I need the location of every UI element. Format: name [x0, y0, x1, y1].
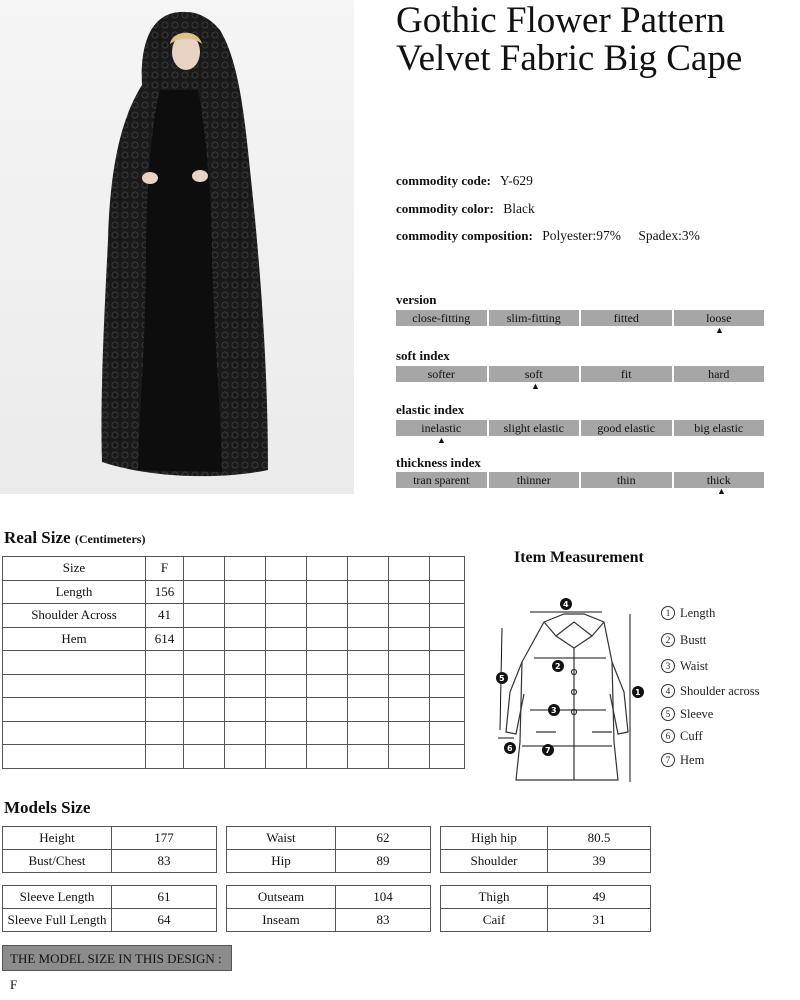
real-size-value-cell — [307, 698, 348, 722]
real-size-value-cell — [266, 698, 307, 722]
soft-index-label: soft index — [396, 348, 450, 363]
models-size-row — [3, 909, 217, 932]
legend-length — [661, 606, 715, 621]
elastic-index-option: inelastic — [396, 420, 487, 436]
models-size-value: 83 — [112, 850, 217, 873]
cape-illustration — [0, 0, 354, 494]
coat-diagram-icon — [494, 592, 654, 788]
elastic-index-option: good elastic — [581, 420, 672, 436]
commodity-code-row — [396, 173, 533, 189]
real-size-value-cell — [225, 651, 266, 675]
legend-label: Waist — [680, 659, 709, 673]
svg-text:7: 7 — [545, 746, 551, 755]
real-size-value-cell — [348, 651, 389, 675]
thickness-index-label: thickness index — [396, 455, 481, 470]
models-size-row — [227, 886, 431, 909]
real-size-value-cell — [146, 674, 184, 698]
real-size-label-cell — [3, 745, 146, 769]
real-size-label-cell — [3, 698, 146, 722]
real-size-value-cell — [146, 651, 184, 675]
real-size-value-cell — [184, 627, 225, 651]
svg-text:5: 5 — [499, 674, 505, 683]
legend-label: Bustt — [680, 633, 707, 647]
real-size-row — [3, 698, 465, 722]
models-size-table — [440, 826, 651, 873]
thickness-index-option: thinner — [489, 472, 580, 488]
real-size-row — [3, 651, 465, 675]
real-size-row — [3, 604, 465, 628]
real-size-value-cell — [348, 674, 389, 698]
real-size-value-cell — [389, 721, 430, 745]
models-size-row — [3, 827, 217, 850]
models-size-value: 61 — [112, 886, 217, 909]
real-size-value-cell — [146, 698, 184, 722]
real-size-value-cell — [146, 721, 184, 745]
legend-shoulder-across — [661, 684, 760, 699]
svg-text:6: 6 — [507, 744, 513, 753]
real-size-value-cell — [184, 721, 225, 745]
real-size-value-cell — [389, 698, 430, 722]
real-size-value-cell — [430, 745, 465, 769]
commodity-color-label: commodity color: — [396, 201, 494, 216]
real-size-value-cell: 156 — [146, 580, 184, 604]
real-size-value-cell — [430, 651, 465, 675]
real-size-value-cell — [348, 557, 389, 581]
models-size-value: 62 — [336, 827, 431, 850]
real-size-value-cell — [225, 674, 266, 698]
thickness-index-option: thick — [674, 472, 765, 488]
real-size-value-cell — [266, 721, 307, 745]
real-size-value-cell — [266, 580, 307, 604]
models-size-row — [227, 827, 431, 850]
soft-index-option: fit — [581, 366, 672, 382]
legend-label: Hem — [680, 753, 705, 767]
commodity-composition-row — [396, 228, 700, 244]
real-size-value-cell — [307, 557, 348, 581]
real-size-heading: Real Size — [4, 528, 71, 547]
models-size-row — [3, 850, 217, 873]
real-size-value-cell: F — [146, 557, 184, 581]
real-size-value-cell — [430, 698, 465, 722]
real-size-value-cell — [307, 674, 348, 698]
real-size-value-cell — [307, 721, 348, 745]
real-size-value-cell — [389, 580, 430, 604]
commodity-code-value: Y-629 — [499, 173, 533, 188]
real-size-value-cell — [307, 745, 348, 769]
model-size-note: THE MODEL SIZE IN THIS DESIGN : F — [2, 945, 232, 971]
real-size-value-cell — [348, 580, 389, 604]
legend-label: Sleeve — [680, 707, 714, 721]
models-size-table — [2, 826, 217, 873]
svg-text:3: 3 — [551, 706, 557, 715]
composition-polyester: Polyester:97% — [542, 228, 621, 243]
real-size-value-cell: 614 — [146, 627, 184, 651]
legend-label: Shoulder across — [680, 684, 760, 698]
real-size-value-cell — [225, 604, 266, 628]
legend-number: 3 — [661, 659, 675, 673]
real-size-label-cell — [3, 651, 146, 675]
models-size-row — [441, 886, 651, 909]
legend-bust — [661, 633, 706, 648]
thickness-index-option: thin — [581, 472, 672, 488]
real-size-value-cell — [307, 627, 348, 651]
svg-text:1: 1 — [635, 688, 641, 697]
models-size-value: 177 — [112, 827, 217, 850]
models-size-label: Sleeve Length — [3, 886, 112, 909]
real-size-value-cell — [225, 557, 266, 581]
soft-index-option: softer — [396, 366, 487, 382]
item-measurement-title: Item Measurement — [514, 549, 644, 566]
legend-sleeve — [661, 707, 713, 722]
thickness-index-marker-icon: ▲ — [717, 486, 726, 496]
real-size-row — [3, 745, 465, 769]
real-size-value-cell — [348, 698, 389, 722]
soft-index-marker-icon: ▲ — [531, 381, 540, 391]
real-size-title — [4, 528, 145, 548]
models-size-label: Sleeve Full Length — [3, 909, 112, 932]
real-size-value-cell — [389, 557, 430, 581]
real-size-value-cell — [430, 580, 465, 604]
version-marker-icon: ▲ — [715, 325, 724, 335]
models-size-value: 89 — [336, 850, 431, 873]
real-size-value-cell — [266, 557, 307, 581]
real-size-value-cell — [266, 627, 307, 651]
elastic-index-marker-icon: ▲ — [437, 435, 446, 445]
real-size-value-cell — [225, 745, 266, 769]
real-size-value-cell — [389, 651, 430, 675]
legend-number: 2 — [661, 633, 675, 647]
models-size-row — [441, 827, 651, 850]
svg-text:2: 2 — [555, 662, 561, 671]
models-size-value: 64 — [112, 909, 217, 932]
real-size-value-cell — [184, 651, 225, 675]
models-size-value: 31 — [548, 909, 651, 932]
models-size-title: Models Size — [4, 798, 91, 817]
real-size-value-cell — [430, 557, 465, 581]
legend-number: 7 — [661, 753, 675, 767]
real-size-value-cell — [225, 721, 266, 745]
legend-cuff — [661, 729, 703, 744]
real-size-value-cell — [430, 674, 465, 698]
version-option: slim-fitting — [489, 310, 580, 326]
real-size-value-cell — [307, 604, 348, 628]
real-size-value-cell — [348, 745, 389, 769]
real-size-value-cell — [184, 745, 225, 769]
legend-label: Cuff — [680, 729, 703, 743]
real-size-value-cell — [348, 604, 389, 628]
models-size-label: High hip — [441, 827, 548, 850]
legend-number: 1 — [661, 606, 675, 620]
real-size-value-cell — [184, 580, 225, 604]
real-size-label-cell — [3, 721, 146, 745]
real-size-value-cell — [146, 745, 184, 769]
elastic-index-option: slight elastic — [489, 420, 580, 436]
models-size-row — [227, 850, 431, 873]
real-size-label-cell — [3, 674, 146, 698]
commodity-color-value: Black — [503, 201, 535, 216]
real-size-value-cell — [430, 721, 465, 745]
measurement-diagram — [494, 592, 654, 788]
real-size-value-cell — [225, 627, 266, 651]
models-size-label: Height — [3, 827, 112, 850]
legend-number: 6 — [661, 729, 675, 743]
models-size-label: Inseam — [227, 909, 336, 932]
commodity-code-label: commodity code: — [396, 173, 491, 188]
version-option: fitted — [581, 310, 672, 326]
real-size-table — [2, 556, 465, 769]
title-line-1: Gothic Flower Pattern — [396, 0, 725, 41]
real-size-value-cell — [184, 557, 225, 581]
real-size-unit: (Centimeters) — [74, 532, 146, 546]
product-photo — [0, 0, 354, 494]
real-size-value-cell — [348, 721, 389, 745]
version-option: close-fitting — [396, 310, 487, 326]
models-size-value: 83 — [336, 909, 431, 932]
product-title — [396, 2, 796, 78]
models-size-row — [441, 909, 651, 932]
models-size-label: Caif — [441, 909, 548, 932]
models-size-table — [226, 826, 431, 873]
real-size-value-cell — [389, 627, 430, 651]
real-size-value-cell — [184, 698, 225, 722]
models-size-label: Hip — [227, 850, 336, 873]
elastic-index-label: elastic index — [396, 402, 465, 417]
commodity-color-row — [396, 201, 535, 217]
models-size-row — [441, 850, 651, 873]
soft-index-scale — [396, 366, 764, 382]
models-size-value: 49 — [548, 886, 651, 909]
real-size-row — [3, 627, 465, 651]
models-size-table — [440, 885, 651, 932]
models-size-label: Shoulder — [441, 850, 548, 873]
models-size-table — [2, 885, 217, 932]
title-line-2: Velvet Fabric Big Cape — [396, 38, 743, 79]
real-size-value-cell — [430, 604, 465, 628]
legend-label: Length — [680, 606, 716, 620]
real-size-value-cell: 41 — [146, 604, 184, 628]
models-size-label: Thigh — [441, 886, 548, 909]
models-size-value: 39 — [548, 850, 651, 873]
real-size-value-cell — [348, 627, 389, 651]
composition-spandex: Spadex:3% — [638, 228, 700, 243]
real-size-value-cell — [184, 674, 225, 698]
version-label: version — [396, 292, 437, 307]
soft-index-option: hard — [674, 366, 765, 382]
svg-text:4: 4 — [563, 600, 569, 609]
real-size-row — [3, 674, 465, 698]
real-size-label-cell: Hem — [3, 627, 146, 651]
thickness-index-scale — [396, 472, 764, 488]
real-size-label-cell: Shoulder Across — [3, 604, 146, 628]
models-size-value: 80.5 — [548, 827, 651, 850]
elastic-index-scale — [396, 420, 764, 436]
thickness-index-option: tran sparent — [396, 472, 487, 488]
real-size-value-cell — [225, 580, 266, 604]
real-size-value-cell — [184, 604, 225, 628]
models-size-row — [227, 909, 431, 932]
real-size-value-cell — [389, 604, 430, 628]
real-size-row — [3, 721, 465, 745]
real-size-value-cell — [389, 674, 430, 698]
legend-number: 5 — [661, 707, 675, 721]
real-size-value-cell — [430, 627, 465, 651]
legend-hem — [661, 753, 704, 768]
models-size-label: Bust/Chest — [3, 850, 112, 873]
elastic-index-option: big elastic — [674, 420, 765, 436]
real-size-value-cell — [225, 698, 266, 722]
real-size-value-cell — [266, 674, 307, 698]
models-size-row — [3, 886, 217, 909]
legend-waist — [661, 659, 708, 674]
version-scale — [396, 310, 764, 326]
models-size-label: Waist — [227, 827, 336, 850]
models-size-table — [226, 885, 431, 932]
real-size-value-cell — [266, 604, 307, 628]
real-size-row — [3, 580, 465, 604]
version-option: loose — [674, 310, 765, 326]
real-size-value-cell — [307, 651, 348, 675]
commodity-composition-label: commodity composition: — [396, 228, 533, 243]
models-size-label: Outseam — [227, 886, 336, 909]
real-size-value-cell — [389, 745, 430, 769]
soft-index-option: soft — [489, 366, 580, 382]
models-size-value: 104 — [336, 886, 431, 909]
real-size-row — [3, 557, 465, 581]
real-size-value-cell — [266, 745, 307, 769]
real-size-value-cell — [266, 651, 307, 675]
real-size-value-cell — [307, 580, 348, 604]
real-size-label-cell: Length — [3, 580, 146, 604]
legend-number: 4 — [661, 684, 675, 698]
real-size-label-cell: Size — [3, 557, 146, 581]
